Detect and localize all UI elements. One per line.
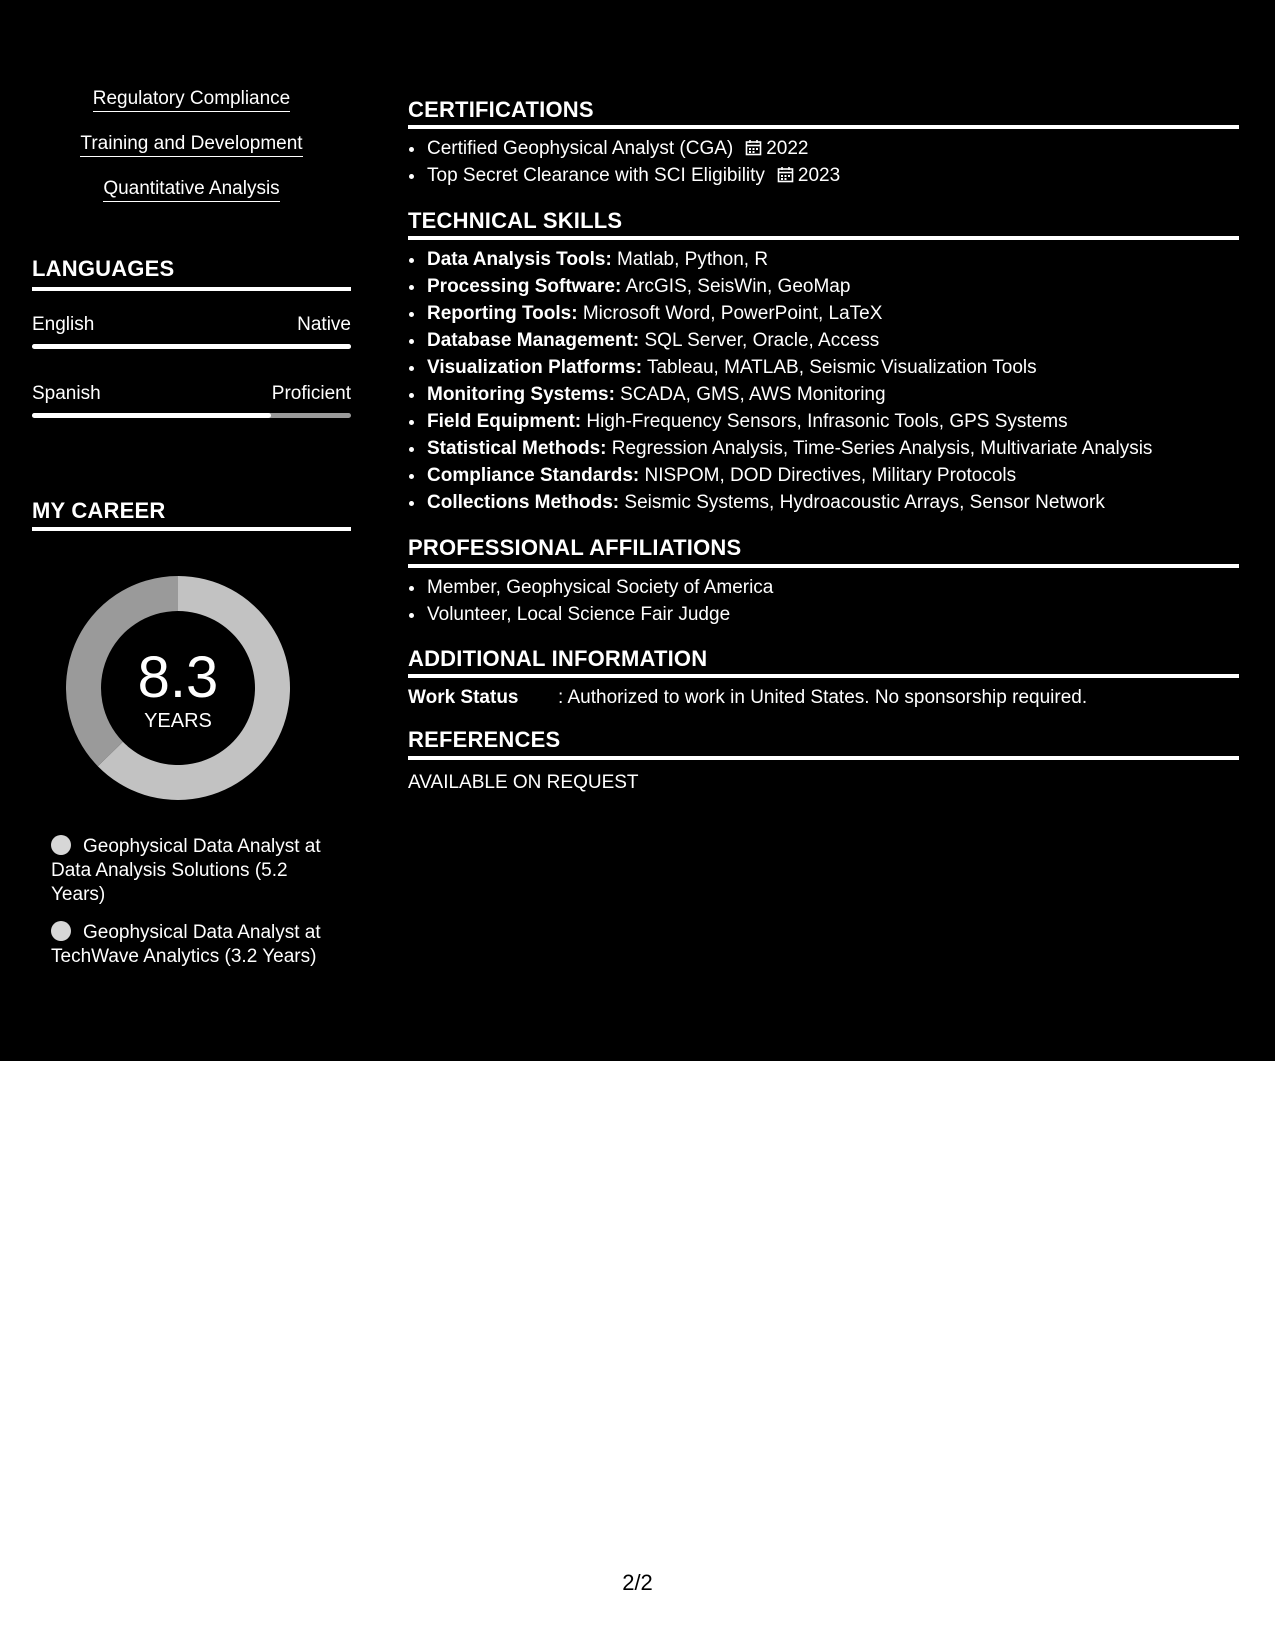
technical-skill-label: Statistical Methods:: [427, 438, 607, 459]
technical-skill-label: Collections Methods:: [427, 492, 620, 513]
technical-skill-value: Matlab, Python, R: [611, 249, 769, 270]
page-number: 2/2: [622, 1570, 653, 1595]
technical-skill-item: [426, 273, 1239, 300]
technical-skill-label: Monitoring Systems:: [427, 384, 615, 405]
section-rule: [408, 236, 1239, 240]
skill-tag: Quantitative Analysis: [32, 178, 351, 200]
career-total-years: 8.3: [137, 645, 219, 710]
section-rule: [32, 287, 351, 291]
language-bar-fill: [32, 344, 351, 349]
technical-skill-item: [426, 300, 1239, 327]
technical-skills-heading: TECHNICAL SKILLS: [408, 208, 623, 233]
language-bar: [32, 413, 351, 418]
calendar-icon: [777, 166, 794, 183]
skill-tag: Regulatory Compliance: [32, 88, 351, 110]
technical-skill-item: [426, 246, 1239, 273]
certifications-list: [408, 135, 1239, 189]
section-rule: [408, 564, 1239, 568]
technical-skill-item: [426, 327, 1239, 354]
career-role: Geophysical Data Analyst at TechWave Analytics (3.2 Years): [51, 922, 321, 967]
career-heading: MY CAREER: [32, 498, 166, 523]
languages-heading: LANGUAGES: [32, 256, 175, 281]
work-status-label: Work Status: [408, 687, 519, 708]
certification-item: • Certified Geophysical Analyst (CGA) 2022: [426, 135, 1239, 162]
calendar-icon: [745, 139, 762, 156]
technical-skill-label: Reporting Tools:: [427, 303, 578, 324]
technical-skill-item: [426, 408, 1239, 435]
technical-skill-value: Regression Analysis, Time-Series Analysis, Multivariate Analysis: [606, 438, 1153, 459]
technical-skill-label: Compliance Standards:: [427, 465, 640, 486]
affiliation-item: • Member, Geophysical Society of America: [426, 574, 1239, 601]
language-name: English: [32, 314, 95, 335]
career-bullet-icon: [51, 921, 71, 941]
section-rule: [408, 125, 1239, 129]
section-rule: [408, 674, 1239, 678]
section-rule: [32, 527, 351, 531]
technical-skill-value: SQL Server, Oracle, Access: [639, 330, 880, 351]
work-status-value: : Authorized to work in United States. No sponsorship required.: [558, 687, 1088, 708]
technical-skill-item: [426, 462, 1239, 489]
technical-skill-label: Visualization Platforms:: [427, 357, 643, 378]
language-level: Native: [297, 314, 351, 335]
technical-skills-list: [408, 246, 1239, 516]
language-name: Spanish: [32, 383, 101, 404]
language-bar-fill: [32, 413, 271, 418]
affiliations-list: [408, 574, 1239, 628]
career-years-unit: YEARS: [144, 710, 212, 732]
technical-skill-item: [426, 381, 1239, 408]
career-donut-chart: [66, 576, 290, 800]
technical-skill-item: [426, 354, 1239, 381]
affiliations-heading: PROFESSIONAL AFFILIATIONS: [408, 535, 742, 560]
technical-skill-value: Tableau, MATLAB, Seismic Visualization Tools: [642, 357, 1037, 378]
certifications-heading: CERTIFICATIONS: [408, 97, 594, 122]
references-heading: REFERENCES: [408, 727, 561, 752]
references-text: AVAILABLE ON REQUEST: [408, 772, 639, 793]
technical-skill-label: Data Analysis Tools:: [427, 249, 612, 270]
language-row: [32, 314, 351, 336]
skill-tag: Training and Development: [32, 133, 351, 155]
technical-skill-item: [426, 489, 1239, 516]
technical-skill-label: Database Management:: [427, 330, 640, 351]
certification-item: • Top Secret Clearance with SCI Eligibility 2023: [426, 162, 1239, 189]
technical-skill-item: [426, 435, 1239, 462]
career-role: Geophysical Data Analyst at Data Analysis Solutions (5.2 Years): [51, 836, 321, 905]
technical-skill-value: ArcGIS, SeisWin, GeoMap: [621, 276, 851, 297]
work-status-row: [408, 687, 1087, 709]
section-rule: [408, 756, 1239, 760]
language-level: Proficient: [271, 383, 351, 404]
technical-skill-value: SCADA, GMS, AWS Monitoring: [614, 384, 886, 405]
technical-skill-value: High-Frequency Sensors, Infrasonic Tools, GPS Systems: [581, 411, 1068, 432]
affiliation-item: • Volunteer, Local Science Fair Judge: [426, 601, 1239, 628]
technical-skill-value: Seismic Systems, Hydroacoustic Arrays, Sensor Network: [619, 492, 1105, 513]
language-row: [32, 383, 351, 405]
technical-skill-label: Processing Software:: [427, 276, 622, 297]
technical-skill-value: Microsoft Word, PowerPoint, LaTeX: [577, 303, 883, 324]
language-bar: [32, 344, 351, 349]
additional-info-heading: ADDITIONAL INFORMATION: [408, 646, 708, 671]
technical-skill-label: Field Equipment:: [427, 411, 582, 432]
career-bullet-icon: [51, 835, 71, 855]
technical-skill-value: NISPOM, DOD Directives, Military Protocols: [639, 465, 1017, 486]
